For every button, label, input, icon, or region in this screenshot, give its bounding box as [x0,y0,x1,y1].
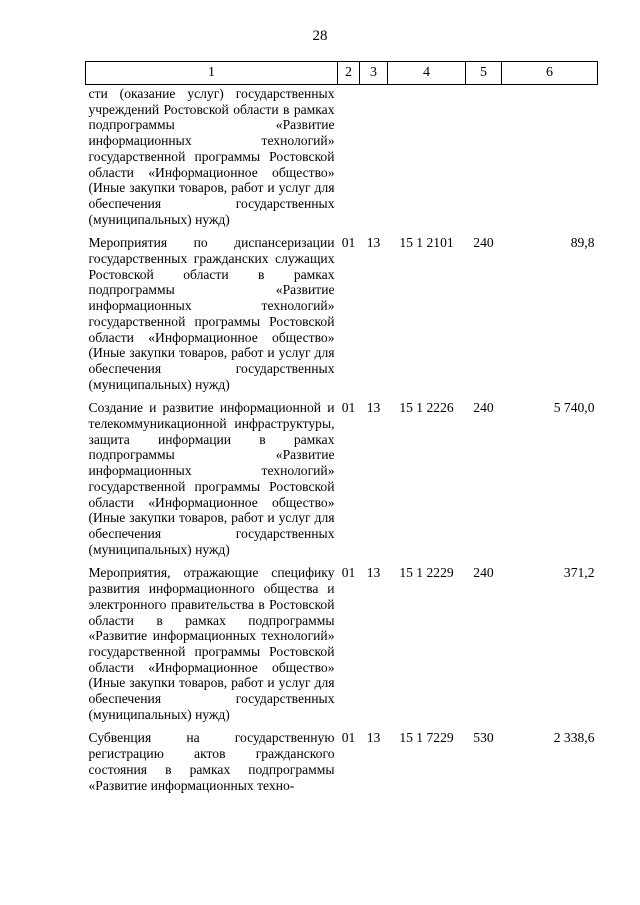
table-row [86,726,598,797]
row-amount [502,85,598,232]
row-target: 15 1 7229 [399,730,454,746]
row-type: 240 [473,400,494,416]
row-section: 01 [341,730,356,746]
column-header-section: 2 [338,62,360,85]
row-target: 15 1 2229 [399,565,454,581]
row-section [338,85,360,232]
page-number: 28 [312,28,328,44]
row-subsection: 13 [366,730,381,746]
row-target: 15 1 2101 [399,235,454,251]
row-subsection: 13 [366,400,381,416]
column-header-type: 5 [466,62,502,85]
row-description: Мероприятия, отражающие специфику развития информационного общества и электронного правительства в Ростовской области в рамках подпрограммы «Развитие информационных технологий» государственной программы Ростовской области «Информационное общество» (Иные закупки товаров, работ и услуг для обеспечения государственных (муниципальных) нужд) [88,565,335,722]
table-header-row [86,62,598,85]
row-type: 240 [473,565,494,581]
row-amount: 89,8 [570,235,595,251]
row-section: 01 [341,235,356,251]
row-description: Субвенция на государственную регистрацию актов гражданского состояния в рамках подпрограммы «Развитие информационных техно- [88,730,335,793]
table-row [86,561,598,726]
row-target: 15 1 2226 [399,400,454,416]
table-row [86,85,598,232]
row-subsection: 13 [366,235,381,251]
row-amount: 5 740,0 [553,400,595,416]
column-header-description: 1 [86,62,338,85]
row-description: сти (оказание услуг) государственных учреждений Ростовской области в рамках подпрограммы «Развитие информационных технологий» государственной программы Ростовской области «Информационное общество» (Иные закупки товаров, работ и услуг для обеспечения государственных (муниципальных) нужд) [88,86,335,227]
table-row [86,396,598,561]
row-type: 530 [473,730,494,746]
row-section: 01 [341,565,356,581]
column-header-target: 4 [388,62,466,85]
row-target [388,85,466,232]
row-type: 240 [473,235,494,251]
column-header-subsection: 3 [360,62,388,85]
row-amount: 2 338,6 [553,730,595,746]
row-amount: 371,2 [563,565,595,581]
row-description: Создание и развитие информационной и телекоммуникационной инфраструктуры, защита информации в рамках подпрограммы «Развитие информационных технологий» государственной программы Ростовской области «Информационное общество» (Иные закупки товаров, работ и услуг для обеспечения государственных (муниципальных) нужд) [88,400,335,557]
column-header-amount: 6 [502,62,598,85]
row-description: Мероприятия по диспансеризации государственных гражданских служащих Ростовской области в рамках подпрограммы «Развитие информационных технологий» государственной программы Ростовской области «Информационное общество» (Иные закупки товаров, работ и услуг для обеспечения государственных (муниципальных) нужд) [88,235,335,392]
table-row [86,231,598,396]
row-type [466,85,502,232]
budget-table [85,61,598,797]
row-subsection [360,85,388,232]
row-section: 01 [341,400,356,416]
row-subsection: 13 [366,565,381,581]
